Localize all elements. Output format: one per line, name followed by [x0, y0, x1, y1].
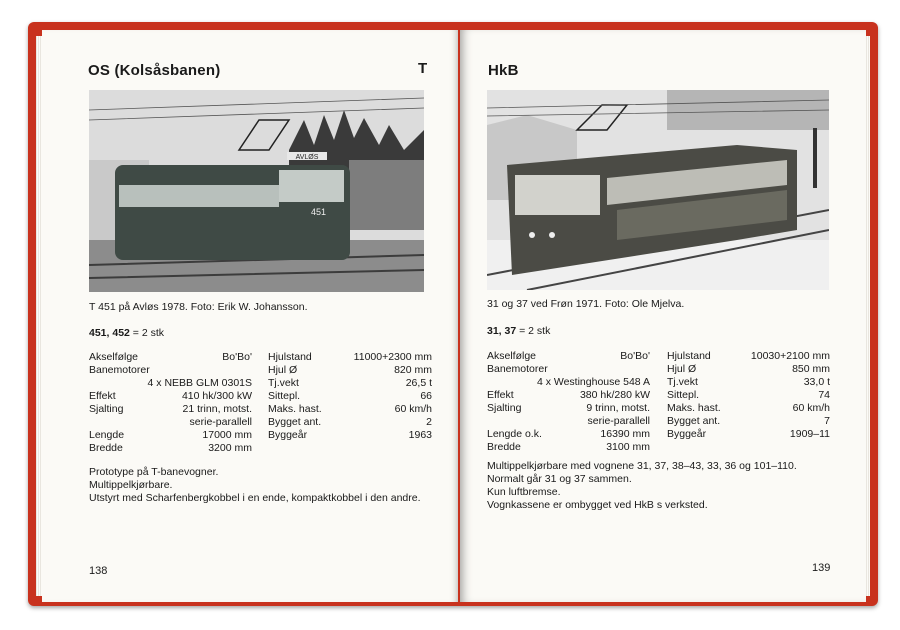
- left-spec-value: serie-parallell: [189, 416, 252, 428]
- right-page-number: 139: [812, 562, 831, 574]
- left-spec-value: Bo'Bo': [222, 351, 252, 363]
- left-spec-value: 4 x NEBB GLM 0301S: [147, 377, 252, 389]
- right-spec-label: Bredde: [487, 441, 521, 453]
- right-spec-value: Bo'Bo': [620, 350, 650, 362]
- destination-sign-text: AVLØS: [295, 154, 319, 161]
- left-photo: [89, 90, 424, 292]
- right-photo: [487, 90, 829, 290]
- right-spec2-value: 33,0 t: [803, 376, 830, 388]
- tram-windows: [119, 185, 279, 207]
- tram-front-windows: [515, 175, 600, 215]
- left-spec2-value: 820 mm: [394, 364, 432, 376]
- left-note: Utstyrt med Scharfenbergkobbel i en ende, kompaktkobbel i den andre.: [89, 492, 421, 504]
- right-note: Kun luftbremse.: [487, 486, 561, 498]
- left-spec-value: 21 trinn, motst.: [182, 403, 252, 415]
- right-spec-label: Akselfølge: [487, 350, 537, 362]
- bridge: [349, 160, 424, 230]
- right-spec-label: Sjalting: [487, 402, 522, 414]
- left-spec-label: Sjalting: [89, 403, 124, 415]
- left-spec2-value: 11000+2300 mm: [353, 351, 432, 363]
- signal-post: [813, 128, 817, 188]
- left-spec2-label: Bygget ant.: [268, 416, 322, 428]
- right-note: Vognkassene er ombygget ved HkB s verksted.: [487, 499, 708, 511]
- left-spec2-label: Hjulstand: [268, 351, 312, 363]
- right-spec-value: 380 hk/280 kW: [579, 389, 650, 401]
- tram-number: 451: [311, 207, 327, 217]
- left-spec2-value: 60 km/h: [394, 403, 432, 415]
- left-units: [89, 327, 164, 340]
- right-spec2-label: Sittepl.: [667, 389, 700, 401]
- right-spec2-value: 60 km/h: [792, 402, 830, 414]
- left-spec2-value: 2: [426, 416, 432, 428]
- right-spec-value: serie-parallell: [587, 415, 650, 427]
- right-spec2-value: 74: [818, 389, 830, 401]
- right-note: Normalt går 31 og 37 sammen.: [487, 473, 632, 485]
- left-note: Prototype på T-banevogner.: [89, 466, 219, 478]
- right-spec2-label: Hjulstand: [667, 350, 711, 362]
- right-units: [487, 325, 550, 338]
- right-photo-drawing: [487, 90, 829, 290]
- right-spec-value: 9 trinn, motst.: [586, 402, 650, 414]
- right-spec-label: Banemotorer: [487, 363, 548, 375]
- right-caption: 31 og 37 ved Frøn 1971. Foto: Ole Mjelva.: [487, 298, 685, 310]
- right-spec2-label: Maks. hast.: [667, 402, 721, 414]
- left-page-number: 138: [89, 565, 108, 577]
- left-page-letter: T: [418, 60, 428, 77]
- left-page-title: OS (Kolsåsbanen): [88, 62, 221, 79]
- headlight: [549, 232, 555, 238]
- right-spec2-value: 850 mm: [792, 363, 830, 375]
- right-spec2-label: Tj.vekt: [667, 376, 698, 388]
- right-spec2-label: Hjul Ø: [667, 363, 697, 375]
- left-spec-label: Lengde: [89, 429, 125, 441]
- right-spec-value: 4 x Westinghouse 548 A: [536, 376, 650, 388]
- right-page-title: HkB: [488, 62, 519, 79]
- headlight: [529, 232, 535, 238]
- left-spec-label: Banemotorer: [89, 364, 150, 376]
- right-spec-value: 16390 mm: [600, 428, 650, 440]
- right-units-rest: = 2 stk: [516, 325, 551, 337]
- left-spec2-value: 1963: [408, 429, 432, 441]
- left-spec-value: 410 hk/300 kW: [181, 390, 252, 402]
- right-spec-value: 3100 mm: [606, 441, 650, 453]
- right-spec2-label: Bygget ant.: [667, 415, 721, 427]
- right-spec-label: Lengde o.k.: [487, 428, 542, 440]
- buildings: [667, 90, 829, 130]
- right-spec2-value: 7: [824, 415, 830, 427]
- left-spec2-label: Tj.vekt: [268, 377, 299, 389]
- right-note: Multippelkjørbare med vognene 31, 37, 38–43, 33, 36 og 101–110.: [487, 460, 797, 472]
- left-note: Multippelkjørbare.: [89, 479, 173, 491]
- right-spec2-label: Byggeår: [667, 428, 707, 440]
- right-spec-label: Effekt: [487, 389, 514, 401]
- left-spec-value: 17000 mm: [202, 429, 252, 441]
- left-spec2-value: 26,5 t: [405, 377, 432, 389]
- left-spec-label: Bredde: [89, 442, 123, 454]
- left-spec-label: Akselfølge: [89, 351, 139, 363]
- left-caption: T 451 på Avløs 1978. Foto: Erik W. Johansson.: [89, 301, 308, 313]
- left-units-bold: 451, 452: [89, 327, 130, 339]
- left-spec2-value: 66: [420, 390, 432, 402]
- right-spec2-value: 10030+2100 mm: [750, 350, 830, 362]
- left-spec2-label: Sittepl.: [268, 390, 301, 402]
- right-spec2-value: 1909–11: [789, 428, 830, 440]
- left-spec2-label: Maks. hast.: [268, 403, 322, 415]
- left-spec-value: 3200 mm: [208, 442, 252, 454]
- left-units-rest: = 2 stk: [129, 327, 165, 339]
- left-spec-label: Effekt: [89, 390, 116, 402]
- right-units-bold: 31, 37: [487, 325, 517, 337]
- tram-front-windows: [279, 170, 344, 202]
- left-spec2-label: Byggeår: [268, 429, 308, 441]
- left-photo-drawing: [89, 90, 424, 292]
- left-spec2-label: Hjul Ø: [268, 364, 298, 376]
